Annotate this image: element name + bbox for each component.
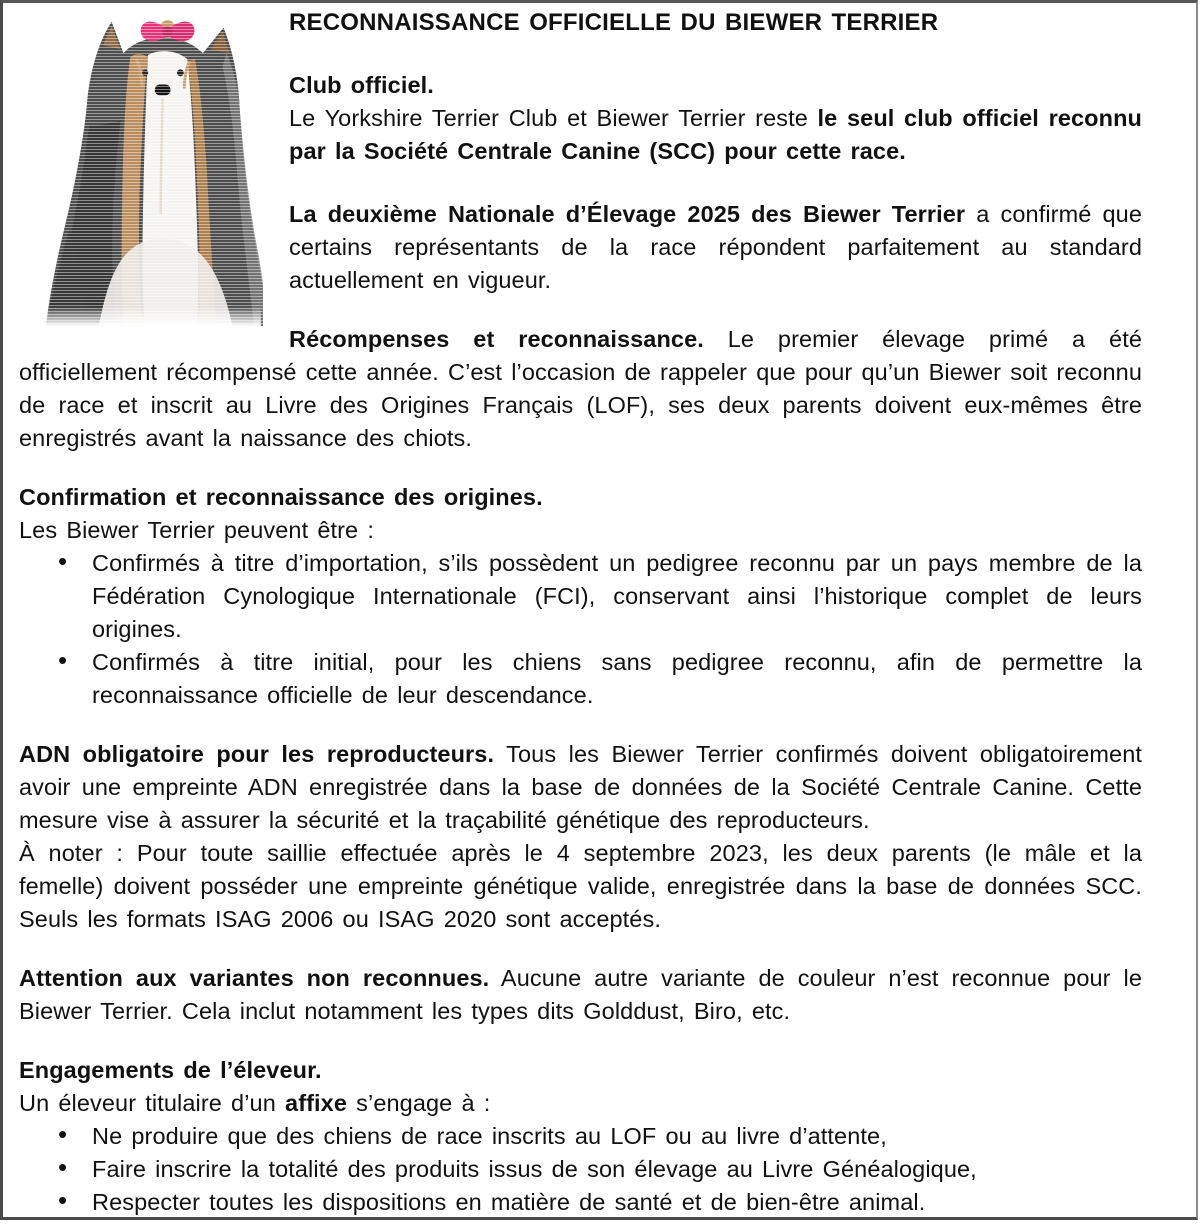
adn-note: À noter : Pour toute saillie effectuée après le 4 septembre 2023, les deux parents (le mâle et la femelle) doivent posséder une empreinte génétique valide, enregistrée dans la base de données SCC. Seuls les formats ISAG 2006 ou ISAG 2020 sont acceptés.: [19, 840, 1142, 932]
confirmation-heading: Confirmation et reconnaissance des origines.: [19, 484, 543, 510]
engagements-list: [19, 1120, 1142, 1219]
engagements-intro-bold: affixe: [285, 1090, 348, 1116]
bullet-text: Faire inscrire la totalité des produits issus de son élevage au Livre Généalogique,: [92, 1156, 977, 1182]
bullet-icon: •: [58, 546, 68, 576]
recompenses-paragraph: [19, 323, 1142, 455]
variantes-body: Aucune autre variante de couleur n’est reconnue pour le Biewer Terrier. Cela inclut notamment les types dits Golddust, Biro, etc.: [19, 965, 1142, 1024]
adn-paragraph: [19, 738, 1142, 837]
engagements-intro-post: s’engage à :: [347, 1090, 491, 1116]
bullet-icon: •: [58, 1185, 68, 1215]
list-item: [19, 646, 1142, 712]
bullet-text: Confirmés à titre d’importation, s’ils possèdent un pedigree reconnu par un pays membre de la Fédération Cynologique Internationale (FCI), conservant ainsi l’historique complet de leurs origines.: [92, 550, 1142, 642]
engagements-heading: Engagements de l’éleveur.: [19, 1057, 322, 1083]
adn-body: Tous les Biewer Terrier confirmés doivent obligatoirement avoir une empreinte ADN enregistrée dans la base de données de la Société Centrale Canine. Cette mesure vise à assurer la sécurité et la traçabilité génétique des reproducteurs.: [19, 741, 1143, 833]
club-body-regular: Le Yorkshire Terrier Club et Biewer Terrier reste: [289, 105, 818, 131]
engagements-intro: [19, 1087, 1142, 1120]
recompenses-lead: Récompenses et reconnaissance.: [289, 326, 704, 352]
page-title: RECONNAISSANCE OFFICIELLE DU BIEWER TERRIER: [289, 9, 939, 36]
list-item: [19, 1186, 1142, 1219]
recompenses-body: Le premier élevage primé a été officiellement récompensé cette année. C’est l’occasion de rappeler que pour qu’un Biewer soit reconnu de race et inscrit au Livre des Origines Français (LOF), ses deux parents doivent eux-mêmes être enregistrés avant la naissance des chiots.: [19, 326, 1142, 451]
bullet-icon: •: [58, 645, 68, 675]
dog-nose: [155, 85, 171, 96]
nationale-body: a confirmé que certains représentants de la race répondent parfaitement au standard actuellement en vigueur.: [289, 201, 1142, 293]
confirmation-intro: Les Biewer Terrier peuvent être :: [19, 517, 374, 543]
variantes-lead: Attention aux variantes non reconnues.: [19, 965, 490, 991]
engagements-intro-pre: Un éleveur titulaire d’un: [19, 1090, 286, 1116]
bullet-icon: •: [58, 1119, 68, 1149]
dog-eye-left: [142, 70, 148, 76]
biewer-terrier-photo: [28, 8, 263, 326]
variantes-paragraph: [19, 962, 1142, 1028]
nationale-lead: La deuxième Nationale d’Élevage 2025 des Biewer Terrier: [289, 201, 966, 227]
dog-eye-right: [177, 69, 184, 76]
club-body-bold: le seul club officiel reconnu par la Société Centrale Canine (SCC) pour cette race.: [289, 105, 1142, 164]
bullet-text: Ne produire que des chiens de race inscrits au LOF ou au livre d’attente,: [92, 1123, 887, 1149]
club-heading: Club officiel.: [289, 72, 434, 98]
dog-bottom-fade: [30, 306, 261, 326]
dog-illustration: [28, 8, 263, 326]
bullet-icon: •: [58, 1152, 68, 1182]
list-item: [19, 547, 1142, 646]
confirmation-list: [19, 547, 1142, 712]
bullet-text: Respecter toutes les dispositions en matière de santé et de bien-être animal.: [92, 1189, 926, 1215]
bullet-text: Confirmés à titre initial, pour les chiens sans pedigree reconnu, afin de permettre la reconnaissance officielle de leur descendance.: [92, 649, 1142, 708]
list-item: [19, 1153, 1142, 1186]
list-item: [19, 1120, 1142, 1153]
adn-lead: ADN obligatoire pour les reproducteurs.: [19, 741, 495, 767]
